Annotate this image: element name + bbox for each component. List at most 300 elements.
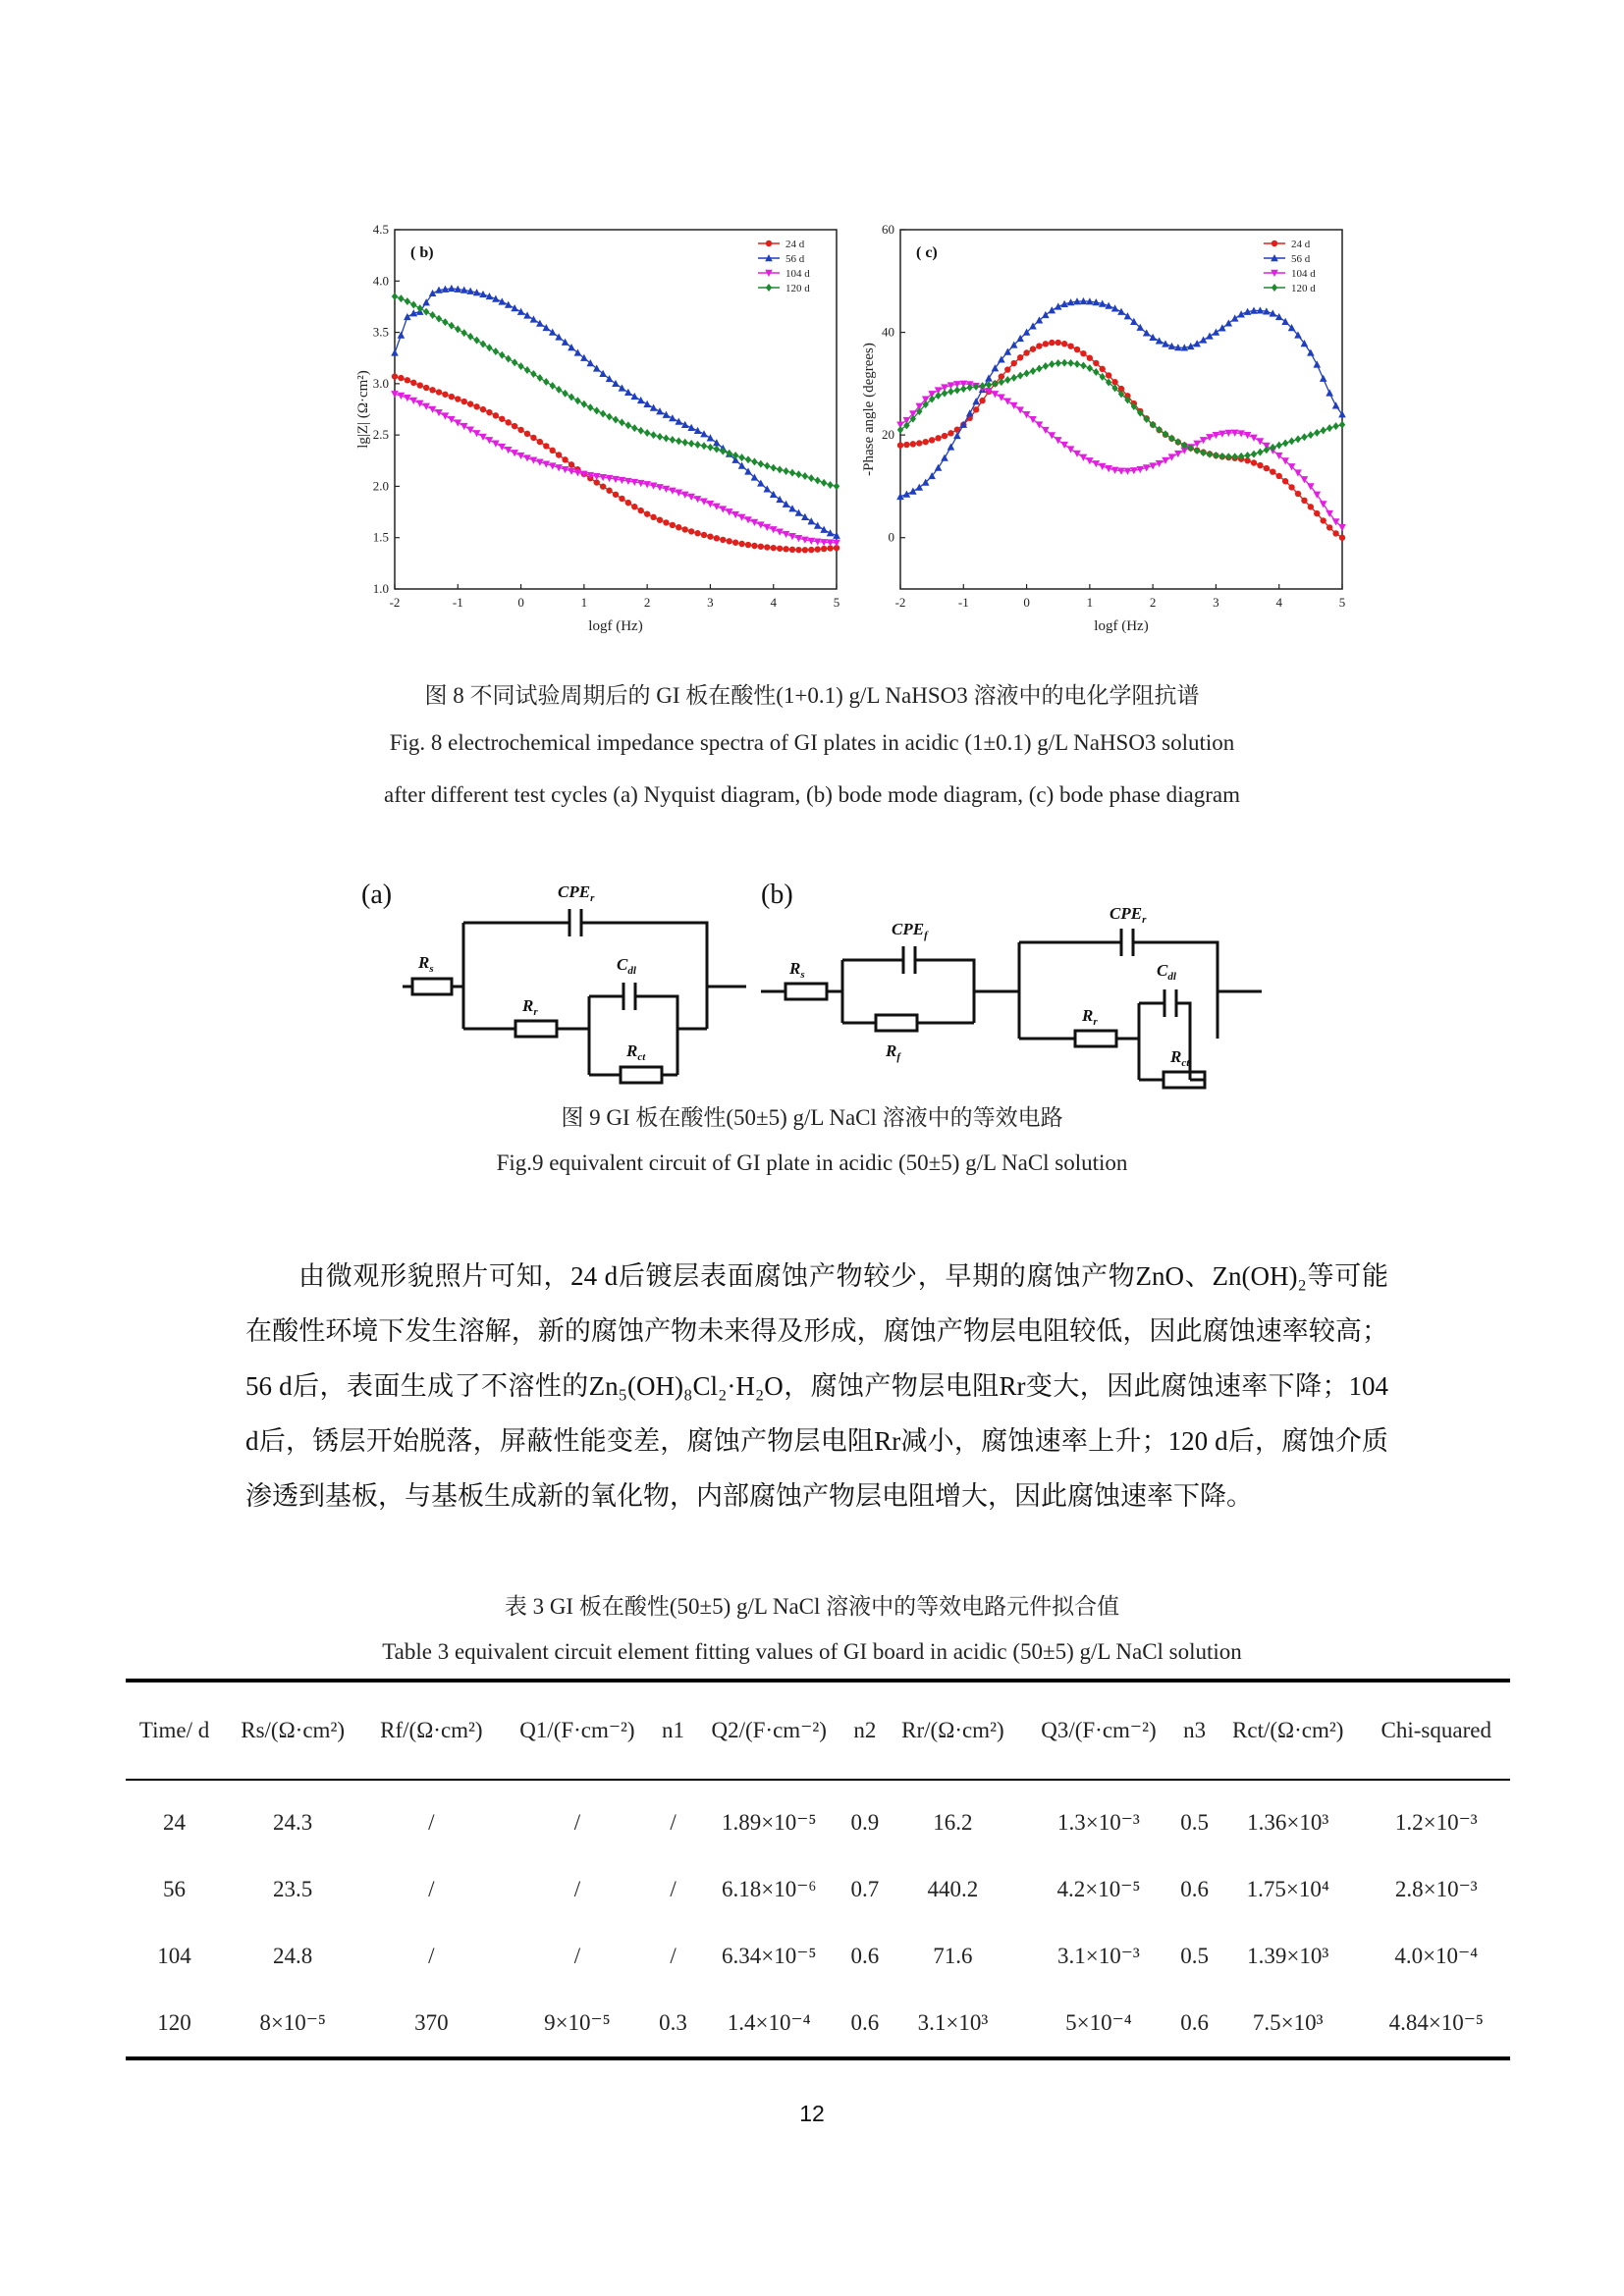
data-point — [1067, 359, 1073, 367]
y-tick-label: 4.5 — [372, 222, 389, 237]
col-header: n2 — [845, 1681, 884, 1780]
data-point — [1061, 359, 1067, 367]
y-tick-label: 2.5 — [372, 427, 389, 443]
data-point — [1093, 368, 1099, 376]
data-point — [1106, 372, 1111, 378]
data-point — [587, 403, 593, 411]
x-axis-title: logf (Hz) — [588, 618, 643, 634]
data-point — [1080, 350, 1086, 356]
data-point — [650, 514, 656, 520]
col-header: Rf/(Ω·cm²) — [362, 1681, 500, 1780]
legend-label: 104 d — [785, 268, 810, 280]
data-point — [903, 442, 909, 448]
data-point — [1321, 517, 1326, 523]
data-point — [619, 418, 624, 426]
label-rs-a: $R_s$ — [418, 953, 434, 975]
data-point — [1276, 473, 1282, 479]
data-point — [656, 407, 664, 414]
data-point — [404, 395, 411, 401]
series-120-d — [897, 359, 1345, 461]
data-point — [1314, 510, 1320, 516]
data-point — [694, 441, 700, 449]
data-point — [517, 362, 523, 370]
data-point — [657, 517, 663, 523]
data-point — [568, 394, 574, 401]
data-point — [1056, 340, 1061, 346]
data-point — [947, 430, 953, 436]
data-point — [1073, 451, 1081, 457]
table-cell: 8×10⁻⁵ — [223, 1990, 362, 2058]
data-point — [954, 387, 960, 395]
data-point — [1092, 460, 1100, 467]
data-point — [581, 400, 587, 408]
x-tick-label: -2 — [894, 595, 906, 610]
data-point — [1206, 434, 1214, 441]
data-point — [1275, 313, 1283, 320]
data-point — [1338, 524, 1346, 531]
series-line — [900, 301, 1342, 497]
table-row — [126, 1856, 1510, 1923]
table-cell: 1.4×10⁻⁴ — [692, 1990, 846, 2058]
y-tick-label: 20 — [882, 427, 894, 443]
data-point — [537, 439, 543, 445]
data-point — [613, 492, 619, 498]
data-point — [688, 528, 694, 534]
data-point — [448, 416, 456, 423]
legend-label: 56 d — [785, 253, 805, 265]
data-point — [682, 526, 688, 532]
data-point — [392, 293, 398, 300]
data-point — [550, 448, 556, 454]
label-rct-b: $R_{ct}$ — [1170, 1047, 1190, 1069]
data-point — [613, 415, 619, 423]
data-point — [1016, 406, 1024, 413]
data-point — [493, 347, 499, 355]
data-point — [676, 524, 681, 530]
label-cdl-a: $C_{dl}$ — [617, 955, 636, 977]
table-cell: 24.8 — [273, 1944, 313, 1968]
data-point — [429, 311, 435, 319]
data-point — [486, 409, 492, 415]
data-point — [947, 388, 953, 396]
series-120-d — [392, 293, 839, 490]
data-point — [1086, 457, 1094, 464]
data-point — [681, 421, 689, 428]
data-point — [947, 443, 955, 450]
label-rs-b: $R_s$ — [789, 959, 805, 981]
label-rf-b: $R_f$ — [886, 1041, 901, 1063]
data-point — [643, 400, 651, 407]
label-rr-a: $R_r$ — [522, 996, 538, 1018]
data-point — [1048, 306, 1056, 313]
data-point — [1326, 389, 1333, 396]
data-point — [442, 412, 450, 419]
data-point — [1043, 341, 1049, 347]
table-cell: 3.1×10⁻³ — [1057, 1944, 1140, 1968]
x-tick-label: -2 — [389, 595, 401, 610]
legend-marker — [766, 284, 772, 292]
data-point — [815, 477, 821, 485]
data-point — [777, 465, 783, 473]
series-line — [395, 296, 837, 486]
data-point — [550, 382, 556, 390]
data-point — [409, 398, 417, 404]
col-header: Rs/(Ω·cm²) — [223, 1681, 362, 1780]
table3-caption-en: Table 3 equivalent circuit element fitting values of GI board in acidic (50±5) g/L NaCl solution — [382, 1639, 1242, 1664]
fig9-caption-en: Fig.9 equivalent circuit of GI plate in acidic (50±5) g/L NaCl solution — [496, 1150, 1128, 1175]
data-point — [1250, 435, 1258, 442]
table-cell: / — [670, 1944, 677, 1968]
data-point — [1187, 343, 1195, 349]
data-point — [719, 506, 727, 512]
bode-modulus-chart — [353, 216, 864, 658]
table-cell: 56 — [163, 1877, 187, 1901]
series-line — [900, 363, 1342, 457]
data-point — [745, 542, 751, 548]
data-point — [512, 423, 517, 429]
data-point — [923, 439, 929, 445]
x-tick-label: 3 — [1213, 595, 1219, 610]
data-point — [727, 538, 732, 544]
data-point — [992, 391, 1000, 398]
data-point — [935, 392, 941, 400]
data-point — [1049, 340, 1055, 346]
x-tick-label: 5 — [1338, 595, 1346, 610]
data-point — [827, 529, 835, 536]
data-point — [1010, 402, 1018, 409]
data-point — [625, 421, 631, 429]
data-point — [442, 318, 448, 326]
data-point — [473, 337, 479, 345]
label-rct-a: $R_{ct}$ — [626, 1041, 646, 1063]
data-point — [1080, 454, 1088, 461]
data-point — [707, 533, 713, 539]
data-point — [530, 435, 536, 441]
data-point — [1060, 442, 1068, 449]
data-point — [1004, 376, 1010, 384]
data-point — [903, 491, 911, 498]
data-point — [1200, 449, 1206, 456]
legend-marker — [766, 240, 772, 246]
resistor-rs-b — [785, 984, 827, 999]
x-tick-label: 2 — [1149, 595, 1157, 610]
data-point — [1264, 465, 1270, 471]
data-point — [771, 545, 777, 551]
x-tick-label: -1 — [957, 595, 969, 610]
data-point — [1087, 355, 1093, 361]
data-point — [675, 418, 682, 425]
series-104-d — [896, 381, 1346, 532]
y-axis-title: lg|Z| (Ω·cm²) — [355, 370, 371, 449]
table-cell: 120 — [126, 1990, 223, 2058]
table-cell: / — [573, 1810, 581, 1835]
table-cell: / — [428, 1944, 435, 1968]
data-point — [745, 455, 751, 463]
resistor-rs-a — [412, 979, 452, 994]
data-point — [1149, 334, 1157, 341]
equivalent-circuits — [353, 864, 1316, 1099]
data-point — [542, 324, 550, 331]
data-point — [574, 397, 580, 404]
data-point — [391, 348, 399, 355]
table-cell: 0.6 — [1175, 1990, 1214, 2058]
data-point — [1055, 437, 1062, 444]
data-point — [1156, 337, 1164, 344]
data-point — [820, 526, 828, 533]
data-point — [631, 424, 637, 432]
data-point — [821, 479, 827, 487]
table-cell: 1.89×10⁻⁵ — [721, 1810, 817, 1835]
data-point — [1281, 318, 1289, 325]
table-cell: 1.75×10⁴ — [1246, 1877, 1329, 1901]
table-cell: 1.3×10⁻³ — [1057, 1810, 1140, 1835]
x-tick-label: 0 — [1023, 595, 1030, 610]
label-rr-b: $R_r$ — [1082, 1006, 1098, 1028]
x-axis-title: logf (Hz) — [1094, 618, 1149, 634]
data-point — [506, 354, 512, 362]
data-point — [422, 403, 430, 410]
data-point — [637, 397, 645, 403]
data-point — [1288, 484, 1294, 490]
data-point — [663, 519, 669, 525]
fig8-caption-cn: 图 8 不同试验周期后的 GI 板在酸性(1+0.1) g/L NaHSO3 溶液中的电化学阻抗谱 — [424, 683, 1200, 708]
data-point — [1282, 478, 1288, 484]
data-point — [1042, 311, 1050, 318]
resistor-rr-a — [515, 1021, 557, 1037]
data-point — [1043, 362, 1049, 370]
data-point — [606, 488, 612, 494]
resistor-rf-b — [876, 1015, 917, 1031]
data-point — [398, 294, 404, 302]
data-point — [808, 547, 814, 553]
table-cell: 6.34×10⁻⁵ — [721, 1944, 817, 1968]
data-point — [777, 546, 783, 552]
data-point — [1282, 440, 1288, 448]
data-point — [1339, 535, 1345, 541]
data-point — [783, 467, 788, 475]
label-cpe-f-b: $CPE_f$ — [892, 920, 928, 941]
data-point — [935, 435, 941, 441]
table-row — [126, 1923, 1510, 1990]
x-tick-label: 2 — [643, 595, 651, 610]
data-point — [1175, 438, 1181, 446]
data-point — [801, 513, 809, 520]
data-point — [473, 403, 479, 409]
table-cell: 4.0×10⁻⁴ — [1394, 1944, 1479, 1968]
data-point — [1011, 374, 1017, 382]
data-point — [1162, 457, 1169, 464]
data-point — [479, 434, 487, 441]
data-point — [1244, 432, 1252, 439]
table-cell: 1.2×10⁻³ — [1394, 1810, 1478, 1835]
data-point — [505, 301, 513, 308]
body-paragraph-text: 由微观形貌照片可知，24 d后镀层表面腐蚀产物较少，早期的腐蚀产物ZnO、Zn(OH)₂等可能在酸性环境下发生溶解，新的腐蚀产物未来得及形成，腐蚀产物层电阻较低，因此腐蚀速率较高；56 d后，表面生成了不溶性的Zn₅(OH)₈Cl₂·H₂O，腐蚀产物层电阻Rr变大，因此腐蚀速率下降；104 d后，锈层开始脱落，屏蔽性能变差，腐蚀产物层电阻Rr减小，腐蚀速率上升；120 d后，腐蚀介质渗透到基板，与基板生成新的氧化物，内部腐蚀产物层电阻增大，因此腐蚀速率下降。 — [245, 1261, 1388, 1511]
data-point — [720, 448, 726, 455]
data-point — [410, 300, 416, 308]
data-point — [663, 411, 671, 418]
data-point — [600, 409, 606, 417]
table-cell: 24.3 — [273, 1810, 313, 1835]
data-point — [498, 297, 506, 304]
data-point — [562, 456, 568, 462]
data-point — [1257, 438, 1265, 445]
data-point — [751, 543, 757, 549]
data-point — [505, 447, 513, 454]
data-point — [973, 406, 979, 412]
data-point — [512, 358, 517, 366]
data-point — [543, 378, 549, 386]
data-point — [1206, 332, 1214, 339]
panel-label: ( c) — [916, 244, 938, 261]
table-row — [126, 1990, 1510, 2058]
data-point — [1219, 453, 1225, 460]
table-cell: 3.1×10³ — [884, 1990, 1021, 2058]
data-point — [802, 472, 808, 480]
data-point — [1200, 336, 1208, 343]
data-point — [436, 315, 442, 323]
y-axis-title: -Phase angle (degrees) — [861, 343, 877, 476]
table-cell: 24 — [163, 1810, 187, 1835]
table-cell: 5×10⁻⁴ — [1022, 1990, 1176, 2058]
table-cell: 0.6 — [1180, 1877, 1209, 1901]
data-point — [758, 544, 764, 550]
series-line — [395, 377, 837, 551]
data-point — [814, 522, 822, 529]
data-point — [606, 413, 612, 421]
data-point — [688, 440, 694, 448]
data-point — [619, 384, 626, 391]
data-point — [1056, 359, 1061, 367]
resistor-rct-a — [621, 1067, 662, 1083]
data-point — [713, 439, 721, 446]
table-cell: / — [670, 1877, 677, 1901]
data-point — [523, 311, 531, 318]
fig9-caption-cn: 图 9 GI 板在酸性(50±5) g/L NaCl 溶液中的等效电路 — [561, 1105, 1063, 1130]
data-point — [644, 510, 650, 516]
data-point — [1023, 411, 1031, 418]
data-point — [789, 469, 795, 477]
data-point — [751, 457, 757, 465]
table-cell: 7.5×10³ — [1214, 1990, 1363, 2058]
table-cell: 0.3 — [654, 1990, 692, 2058]
col-header: Q2/(F·cm⁻²) — [692, 1681, 846, 1780]
data-point — [562, 390, 568, 398]
data-point — [1168, 454, 1176, 460]
data-point — [1218, 324, 1226, 331]
data-point — [802, 547, 808, 553]
fig8-caption-en-2: after different test cycles (a) Nyquist diagram, (b) bode mode diagram, (c) bode phase diagram — [384, 782, 1240, 807]
col-header: n3 — [1175, 1681, 1214, 1780]
table-cell: 0.9 — [850, 1810, 880, 1835]
data-point — [498, 444, 506, 451]
data-point — [985, 374, 993, 381]
data-point — [1036, 343, 1042, 348]
data-point — [827, 481, 833, 489]
data-point — [1257, 449, 1263, 456]
data-point — [417, 304, 423, 312]
x-tick-label: 1 — [580, 595, 588, 610]
data-point — [714, 446, 720, 454]
data-point — [600, 483, 606, 489]
data-point — [536, 320, 544, 327]
data-point — [1093, 360, 1099, 366]
data-point — [449, 394, 455, 400]
plot-frame — [900, 230, 1342, 589]
data-point — [916, 440, 922, 446]
data-point — [429, 387, 435, 393]
data-point — [1061, 341, 1067, 347]
data-point — [713, 504, 721, 510]
legend-label: 104 d — [1291, 268, 1316, 280]
data-point — [707, 444, 713, 452]
body-paragraph — [245, 1249, 1388, 1523]
table-cell: 104 — [157, 1944, 191, 1968]
table-cell: 1.39×10³ — [1247, 1944, 1329, 1968]
data-point — [455, 396, 460, 401]
data-point — [687, 424, 695, 431]
data-point — [467, 400, 473, 406]
data-point — [404, 313, 411, 320]
data-point — [1332, 422, 1338, 430]
legend-label: 24 d — [1291, 239, 1311, 250]
data-point — [795, 470, 801, 478]
data-point — [714, 535, 720, 541]
circuit-a-label: (a) — [361, 880, 393, 910]
data-point — [897, 426, 903, 434]
data-point — [783, 546, 788, 552]
data-point — [480, 406, 486, 412]
data-point — [701, 442, 707, 450]
y-tick-label: 60 — [882, 222, 894, 237]
table-cell: 9×10⁻⁵ — [501, 1990, 655, 2058]
data-point — [619, 496, 624, 502]
legend-marker — [1272, 284, 1277, 292]
data-point — [650, 404, 658, 411]
col-header: Q1/(F·cm⁻²) — [501, 1681, 655, 1780]
data-point — [1030, 367, 1036, 375]
data-point — [1074, 347, 1080, 352]
data-point — [929, 437, 935, 443]
series-56-d — [391, 285, 840, 539]
table-cell: 1.36×10³ — [1247, 1810, 1329, 1835]
data-point — [455, 325, 460, 333]
data-point — [524, 366, 530, 374]
data-point — [1067, 446, 1075, 453]
x-tick-label: 1 — [1086, 595, 1094, 610]
series-line — [900, 343, 1342, 538]
data-point — [392, 373, 398, 379]
x-tick-label: 5 — [833, 595, 840, 610]
label-cdl-b: $C_{dl}$ — [1157, 961, 1176, 983]
y-tick-label: 4.0 — [372, 273, 389, 289]
table-cell: 16.2 — [933, 1810, 973, 1835]
series-line — [395, 289, 837, 536]
series-24-d — [392, 373, 839, 553]
data-point — [676, 437, 681, 445]
data-point — [1301, 498, 1307, 504]
plot-frame — [395, 230, 837, 589]
data-point — [979, 398, 985, 403]
data-point — [638, 427, 644, 435]
x-tick-label: 0 — [517, 595, 524, 610]
data-point — [1207, 451, 1213, 458]
data-point — [1017, 372, 1023, 380]
data-point — [631, 504, 637, 509]
data-point — [460, 423, 468, 430]
table-cell: 4.2×10⁻⁵ — [1056, 1877, 1141, 1901]
data-point — [1213, 329, 1220, 336]
data-point — [517, 427, 523, 433]
